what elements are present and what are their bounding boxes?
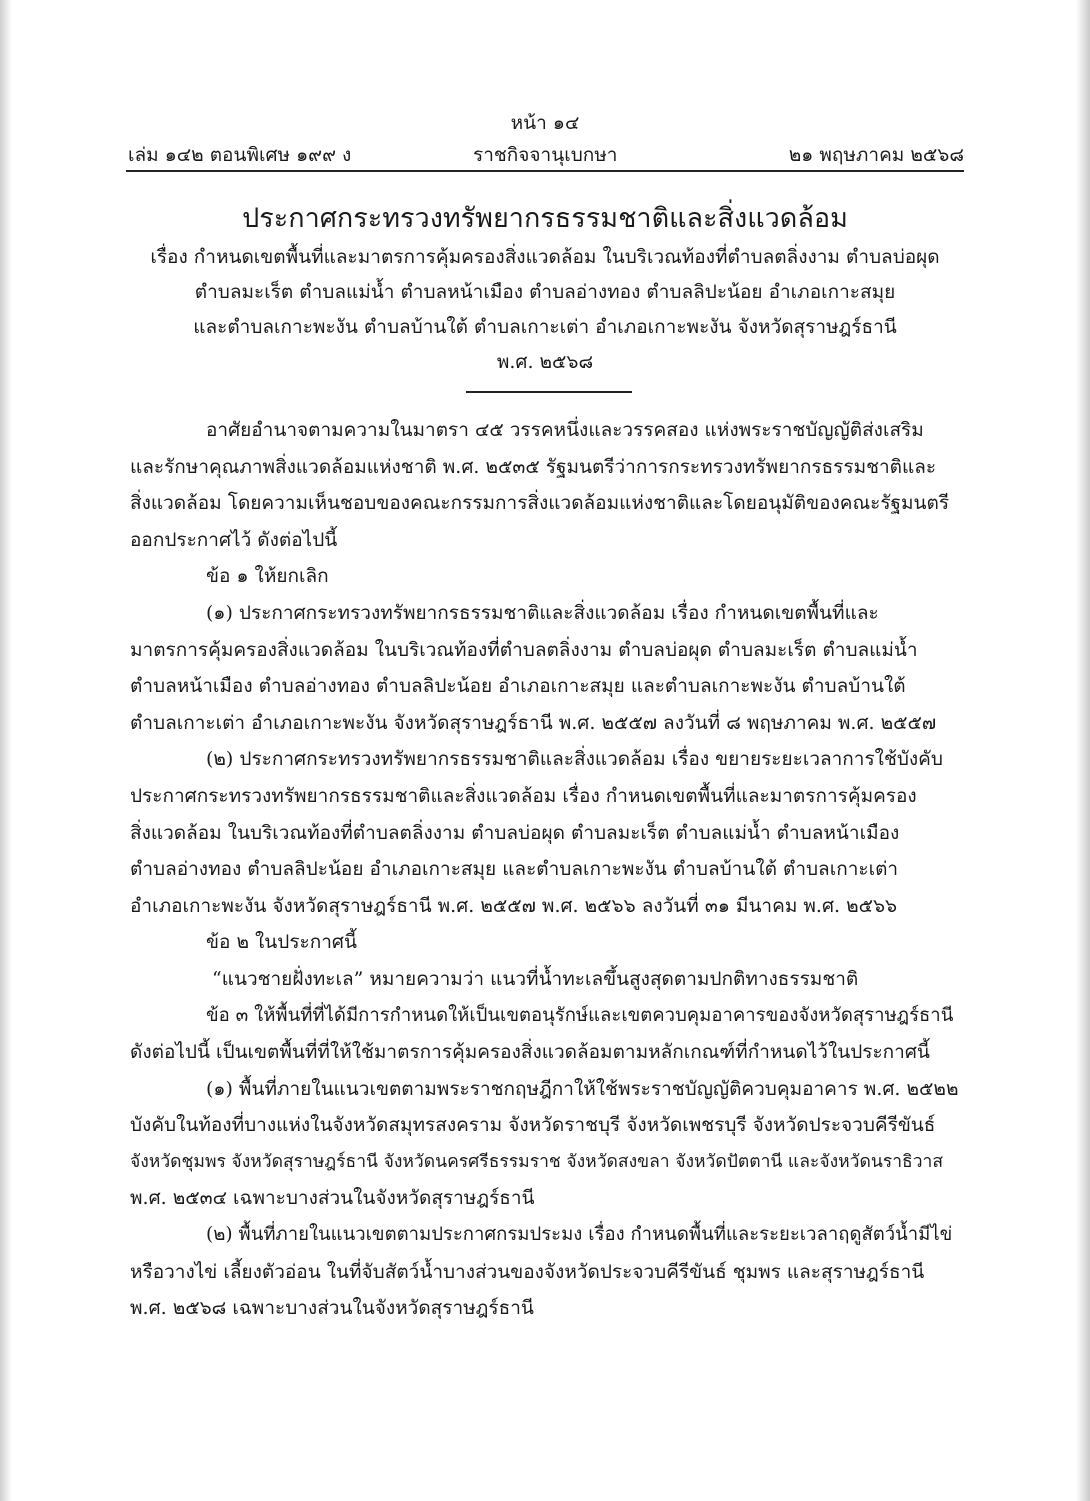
body-line: ดังต่อไปนี้ เป็นเขตพื้นที่ที่ให้ใช้มาตรการคุ้มครองสิ่งแวดล้อมตามหลักเกณฑ์ที่กำหนดไว้ในประกาศนี้ [130, 1041, 930, 1064]
body-line: (๒) พื้นที่ภายในแนวเขตตามประกาศกรมประมง เรื่อง กำหนดพื้นที่และระยะเวลาฤดูสัตว์น้ำมีไข่ [206, 1224, 953, 1246]
body-line: ตำบลเกาะเต่า อำเภอเกาะพะงัน จังหวัดสุราษฎร์ธานี พ.ศ. ๒๕๕๗ ลงวันที่ ๘ พฤษภาคม พ.ศ. ๒๕๕๗ [130, 711, 937, 734]
announcement-subject [120, 240, 970, 380]
gazette-header [128, 140, 964, 170]
body-line: และรักษาคุณภาพสิ่งแวดล้อมแห่งชาติ พ.ศ. ๒๕๓๕ รัฐมนตรีว่าการกระทรวงทรัพยากรธรรมชาติและ [130, 455, 937, 478]
subject-line: และตำบลเกาะพะงัน ตำบลบ้านใต้ ตำบลเกาะเต่า อำเภอเกาะพะงัน จังหวัดสุราษฎร์ธานี [193, 316, 897, 338]
subject-line: เรื่อง กำหนดเขตพื้นที่และมาตรการคุ้มครองสิ่งแวดล้อม ในบริเวณท้องที่ตำบลตลิ่งงาม ตำบลบ่อผุด [150, 246, 940, 268]
body-line: อาศัยอำนาจตามความในมาตรา ๔๕ วรรคหนึ่งและวรรคสอง แห่งพระราชบัญญัติส่งเสริม [206, 419, 924, 441]
body-line: หรือวางไข่ เลี้ยงตัวอ่อน ในที่จับสัตว์น้ำบางส่วนของจังหวัดประจวบคีรีขันธ์ ชุมพร และสุราษฎร์ธานี [130, 1260, 925, 1283]
body-line: ตำบลหน้าเมือง ตำบลอ่างทอง ตำบลลิปะน้อย อำเภอเกาะสมุย และตำบลเกาะพะงัน ตำบลบ้านใต้ [130, 675, 906, 698]
body-line: พ.ศ. ๒๕๖๘ เฉพาะบางส่วนในจังหวัดสุราษฎร์ธานี [130, 1297, 534, 1320]
publication-name: ราชกิจจานุเบกษา [473, 144, 618, 166]
body-line: ประกาศกระทรวงทรัพยากรธรรมชาติและสิ่งแวดล้อม เรื่อง กำหนดเขตพื้นที่และมาตรการคุ้มครอง [130, 784, 917, 807]
body-line: สิ่งแวดล้อม โดยความเห็นชอบของคณะกรรมการสิ่งแวดล้อมแห่งชาติและโดยอนุมัติของคณะรัฐมนตรี [130, 492, 950, 515]
body-line: จังหวัดชุมพร จังหวัดสุราษฎร์ธานี จังหวัดนครศรีธรรมราช จังหวัดสงขลา จังหวัดปัตตานี และจังหวัดนราธิวาส [130, 1151, 944, 1172]
body-line: (๑) พื้นที่ภายในแนวเขตตามพระราชกฤษฎีกาให้ใช้พระราชบัญญัติควบคุมอาคาร พ.ศ. ๒๕๒๒ [206, 1077, 958, 1100]
body-line: ข้อ ๓ ให้พื้นที่ที่ได้มีการกำหนดให้เป็นเขตอนุรักษ์และเขตควบคุมอาคารของจังหวัดสุราษฎร์ธานี [206, 1004, 954, 1026]
body-line: อำเภอเกาะพะงัน จังหวัดสุราษฎร์ธานี พ.ศ. ๒๕๕๗ พ.ศ. ๒๕๖๖ ลงวันที่ ๓๑ มีนาคม พ.ศ. ๒๕๖๖ [130, 894, 898, 917]
title-divider [466, 391, 632, 393]
body-line: บังคับในท้องที่บางแห่งในจังหวัดสมุทรสงคราม จังหวัดราชบุรี จังหวัดเพชรบุรี จังหวัดประจวบคีรีขันธ์ [130, 1114, 936, 1137]
volume-issue: เล่ม ๑๔๒ ตอนพิเศษ ๑๙๙ ง [128, 144, 352, 166]
body-line: ตำบลอ่างทอง ตำบลลิปะน้อย อำเภอเกาะสมุย และตำบลเกาะพะงัน ตำบลบ้านใต้ ตำบลเกาะเต่า [130, 858, 899, 881]
subject-year: พ.ศ. ๒๕๖๘ [496, 351, 594, 373]
header-rule [126, 170, 964, 172]
announcement-title: ประกาศกระทรวงทรัพยากรธรรมชาติและสิ่งแวดล้อม [242, 203, 848, 234]
body-line: ข้อ ๑ ให้ยกเลิก [206, 565, 329, 588]
body-line: (๑) ประกาศกระทรวงทรัพยากรธรรมชาติและสิ่งแวดล้อม เรื่อง กำหนดเขตพื้นที่และ [206, 601, 879, 624]
body-line: ออกประกาศไว้ ดังต่อไปนี้ [130, 528, 338, 551]
body-line: (๒) ประกาศกระทรวงทรัพยากรธรรมชาติและสิ่งแวดล้อม เรื่อง ขยายระยะเวลาการใช้บังคับ [206, 748, 943, 771]
subject-line: ตำบลมะเร็ต ตำบลแม่น้ำ ตำบลหน้าเมือง ตำบลอ่างทอง ตำบลลิปะน้อย อำเภอเกาะสมุย [194, 281, 896, 303]
announcement-body [130, 412, 958, 1327]
body-line: ข้อ ๒ ในประกาศนี้ [206, 931, 357, 954]
publication-date: ๒๑ พฤษภาคม ๒๕๖๘ [788, 144, 964, 166]
page-number: หน้า ๑๔ [510, 112, 580, 134]
body-line: พ.ศ. ๒๕๓๔ เฉพาะบางส่วนในจังหวัดสุราษฎร์ธานี [130, 1187, 535, 1210]
body-line: มาตรการคุ้มครองสิ่งแวดล้อม ในบริเวณท้องที่ตำบลตลิ่งงาม ตำบลบ่อผุด ตำบลมะเร็ต ตำบลแม่น้ำ [130, 638, 918, 661]
body-line: “แนวชายฝั่งทะเล” หมายความว่า แนวที่น้ำทะเลขึ้นสูงสุดตามปกติทางธรรมชาติ [212, 967, 859, 990]
body-line: สิ่งแวดล้อม ในบริเวณท้องที่ตำบลตลิ่งงาม ตำบลบ่อผุด ตำบลมะเร็ต ตำบลแม่น้ำ ตำบลหน้าเมือง [130, 821, 900, 844]
